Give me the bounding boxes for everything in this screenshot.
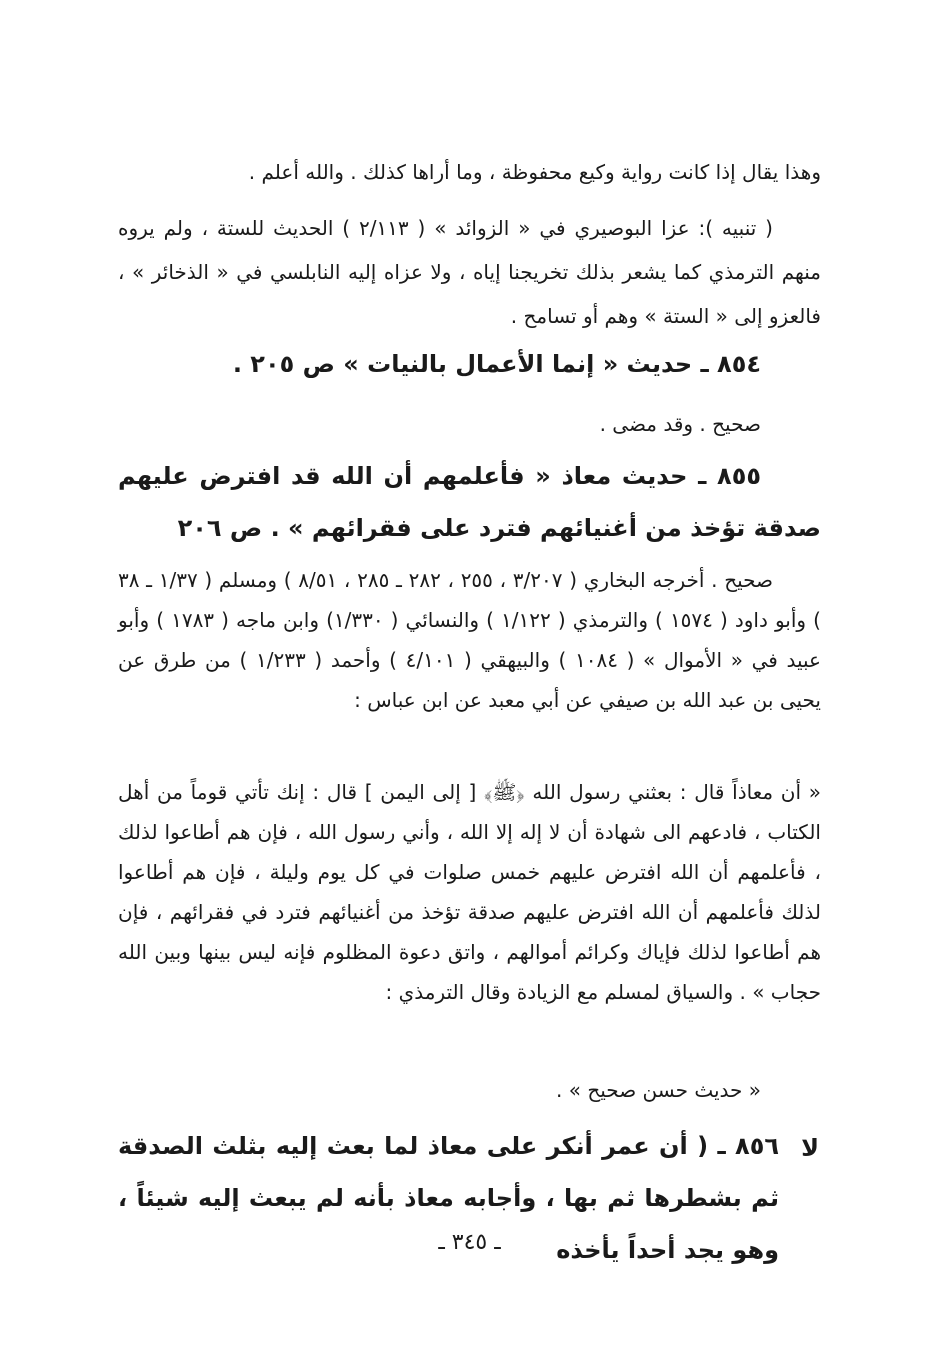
paragraph-note: ( تنبيه ): عزا البوصيري في « الزوائد » ( ٢/١١٣ ) الحديث للستة ، ولم يروه منهم الترمذي كما يشعر بذلك تخريجنا إياه ، ولا عزاه إليه النابلسي في « الذخائر » ، فالعزو إلى « الستة » وهم أو تسامح . [118, 216, 821, 328]
paragraph-conclusion: وهذا يقال إذا كانت رواية وكيع محفوظة ، وما أراها كذلك . والله أعلم . [248, 160, 821, 184]
hadith-heading-854: ٨٥٤ ـ حديث « إنما الأعمال بالنيات » ص ٢٠٥ . [232, 350, 761, 378]
paragraph-grading-854: صحيح . وقد مضى . [599, 412, 761, 436]
page-number: ـ ٣٤٥ ـ [438, 1230, 501, 1255]
paragraph-takhrij-855: صحيح . أخرجه البخاري ( ٣/٢٠٧ ، ٢٥٥ ، ٢٨٢ ـ ٢٨٥ ، ٨/٥١ ) ومسلم ( ١/٣٧ ـ ٣٨ ) وأبو داود ( ١٥٧٤ ) والترمذي ( ١/١٢٢ ) والنسائي ( ١/٣٣٠) وابن ماجه ( ١٧٨٣ ) وأبو عبيد في « الأموال » ( ١٠٨٤ ) والبيهقي ( ٤/١٠١ ) وأحمد ( ١/٢٣٣ ) من طرق عن يحيى بن عبد الله بن صيفي عن أبي معبد عن ابن عباس : [118, 568, 821, 712]
hadith-heading-855: ٨٥٥ ـ حديث معاذ « فأعلمهم أن الله قد افترض عليهم صدقة تؤخذ من أغنيائهم فترد على فقرائهم » . ص ٢٠٦ [118, 462, 821, 542]
hadith-text-quote: « أن معاذاً قال : بعثني رسول الله ﴿ﷺ﴾ [ إلى اليمن ] قال : إنك تأتي قوماً من أهل الكتاب ، فادعهم الى شهادة أن لا إله إلا الله ، وأني رسول الله ، فإن هم أطاعوا لذلك ، فأعلمهم أن الله افترض عليهم خمس صلوات في كل يوم وليلة ، فإن هم أطاعوا لذلك فأعلمهم أن الله افترض عليهم صدقة تؤخذ من أغنيائهم فترد في فقرائهم ، فإن هم أطاعوا لذلك فإياك وكرائم أموالهم ، واتق دعوة المظلوم فإنه ليس بينها وبين الله حجاب » . والسياق لمسلم مع الزيادة وقال الترمذي : [118, 780, 821, 1004]
hadith-heading-856: ٨٥٦ ـ ( أن عمر أنكر على معاذ لما بعث إليه بثلث الصدقة ثم بشطرها ثم بها ، وأجابه معاذ بأنه لم يبعث إليه شيئاً ، وهو يجد أحداً يأخذه [118, 1132, 779, 1264]
paragraph-tirmidhi-grading: « حديث حسن صحيح » . [556, 1078, 761, 1102]
margin-mark: ﻻ [801, 1134, 819, 1162]
